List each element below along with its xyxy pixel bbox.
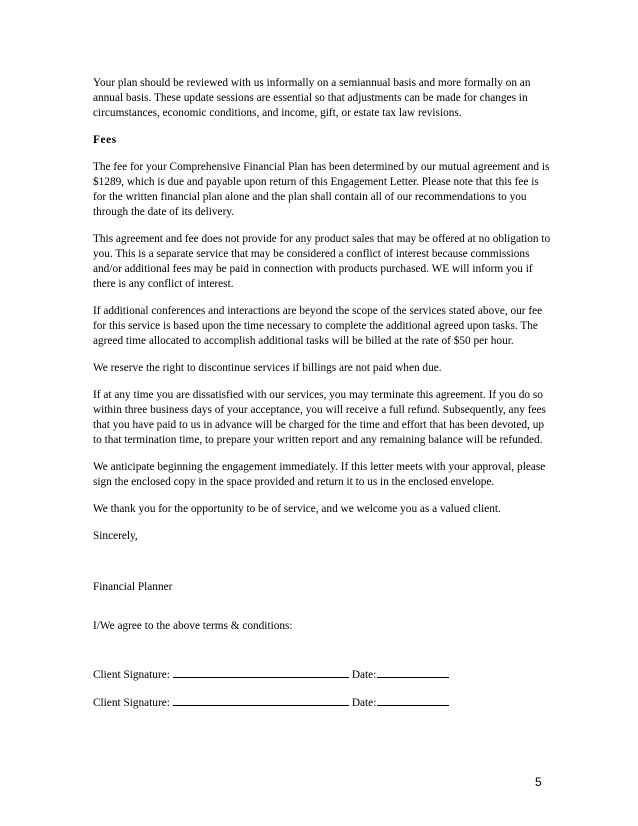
page-number: 5 [535,775,542,789]
spacer [93,595,553,619]
date-line[interactable] [377,693,449,706]
product-sales-paragraph: This agreement and fee does not provide for any product sales that may be offered at no obligation to you. This is a separate service that may be considered a conflict of interest because commissions and/or additional fees may be paid in connection with products purchased. WE will inform you if there is any conflict of interest. [93,233,551,290]
agreement-statement: I/We agree to the above terms & conditions: [93,620,293,632]
review-paragraph: Your plan should be reviewed with us informally on a semiannual basis and more formally on an annual basis. These update sessions are essential so that adjustments can be made for changes in circumstances, economic conditions, and income, gift, or estate tax law revisions. [93,77,531,119]
date-line[interactable] [377,665,449,678]
signature-row [93,693,553,711]
spacer [93,683,553,693]
engagement-paragraph: We anticipate beginning the engagement immediately. If this letter meets with your approval, please sign the enclosed copy in the space provided and return it to us in the enclosed envelope. [93,461,546,488]
spacer [93,634,553,665]
discontinue-paragraph: We reserve the right to discontinue services if billings are not paid when due. [93,362,442,374]
fee-amount-paragraph: The fee for your Comprehensive Financial Plan has been determined by our mutual agreement and is $1289, which is due and payable upon return of this Engagement Letter. Please note that this fee is for the written financial plan alone and the plan shall contain all of our recommendations to you through the date of its delivery. [93,161,550,218]
additional-conferences-paragraph: If additional conferences and interactions are beyond the scope of the services stated above, our fee for this service is based upon the time necessary to complete the additional agreed upon tasks. The agreed time allocated to accomplish additional tasks will be billed at the rate of $50 per hour. [93,305,543,347]
date-label: Date: [351,697,377,709]
client-signature-line[interactable] [173,665,349,678]
thanks-paragraph: We thank you for the opportunity to be of service, and we welcome you as a valued client. [93,503,501,515]
letter-body [93,76,553,711]
client-signature-label: Client Signature: [93,697,170,709]
signature-space [93,544,553,580]
date-label: Date: [351,669,377,681]
client-signature-label: Client Signature: [93,669,170,681]
signer-title: Financial Planner [93,581,173,593]
signature-row [93,665,553,683]
closing-salutation: Sincerely, [93,530,138,542]
termination-paragraph: If at any time you are dissatisfied with our services, you may terminate this agreement. If you do so within three business days of your acceptance, you will receive a full refund. Subsequently, any fees that you have paid to us in advance will be charged for the time and effort that has been devoted, up to that termination time, to prepare your written report and any remaining balance will be refunded. [93,389,546,446]
client-signature-line[interactable] [173,693,349,706]
fees-heading: Fees [93,134,117,146]
